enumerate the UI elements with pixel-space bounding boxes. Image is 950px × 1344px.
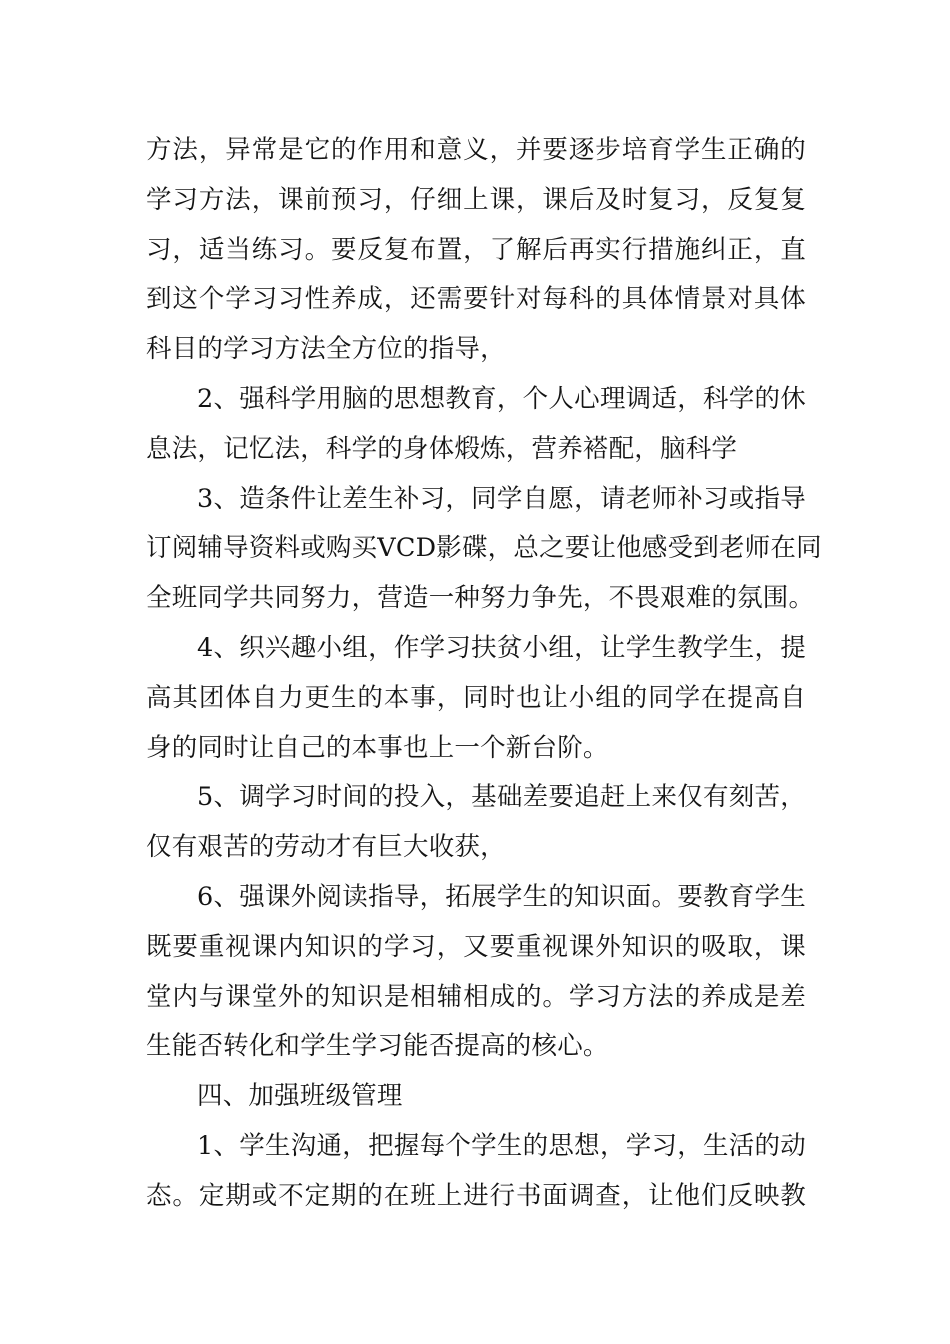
text-line: 5、调学习时间的投入，基础差要追赶上来仅有刻苦， [197,782,806,813]
text-line: 全班同学共同努力，营造一种努力争先，不畏艰难的氛围。 [146,583,815,614]
text-line: 到这个学习习性养成，还需要针对每科的具体情景对具体 [146,284,806,315]
text-line: 生能否转化和学生学习能否提高的核心。 [146,1031,609,1062]
document-body [146,126,822,1222]
text-line: 4、织兴趣小组，作学习扶贫小组，让学生教学生，提 [197,632,806,663]
text-line: 既要重视课内知识的学习，又要重视课外知识的吸取，课 [146,931,806,962]
text-line: 息法，记忆法，科学的身体煅炼，营养褡配，脑科学 [146,433,738,464]
text-line: 2、强科学用脑的思想教育，个人心理调适，科学的休 [197,383,806,414]
text-line: 四、加强班级管理 [197,1081,403,1112]
text-line: 学习方法，课前预习，仔细上课，课后及时复习，反复复 [146,184,806,215]
text-line: 堂内与课堂外的知识是相辅相成的。学习方法的养成是差 [146,981,806,1012]
text-line: 习，适当练习。要反复布置，了解后再实行措施纠正，直 [146,234,806,265]
text-line: 科目的学习方法全方位的指导， [146,334,506,365]
text-line: 身的同时让自己的本事也上一个新台阶。 [146,732,609,763]
text-line: 态。定期或不定期的在班上进行书面调查，让他们反映教 [146,1180,806,1211]
text-line: 仅有艰苦的劳动才有巨大收获， [146,832,506,863]
text-line: 6、强课外阅读指导，拓展学生的知识面。要教育学生 [197,881,806,912]
text-line: 方法，异常是它的作用和意义，并要逐步培育学生正确的 [146,135,806,165]
text-line: 1、学生沟通，把握每个学生的思想，学习，生活的动 [197,1130,806,1161]
text-line: 订阅辅导资料或购买VCD影碟，总之要让他感受到老师在同 [146,533,822,564]
text-line: 高其团体自力更生的本事，同时也让小组的同学在提高自 [146,682,806,713]
text-line: 3、造条件让差生补习，同学自愿，请老师补习或指导 [197,483,806,514]
